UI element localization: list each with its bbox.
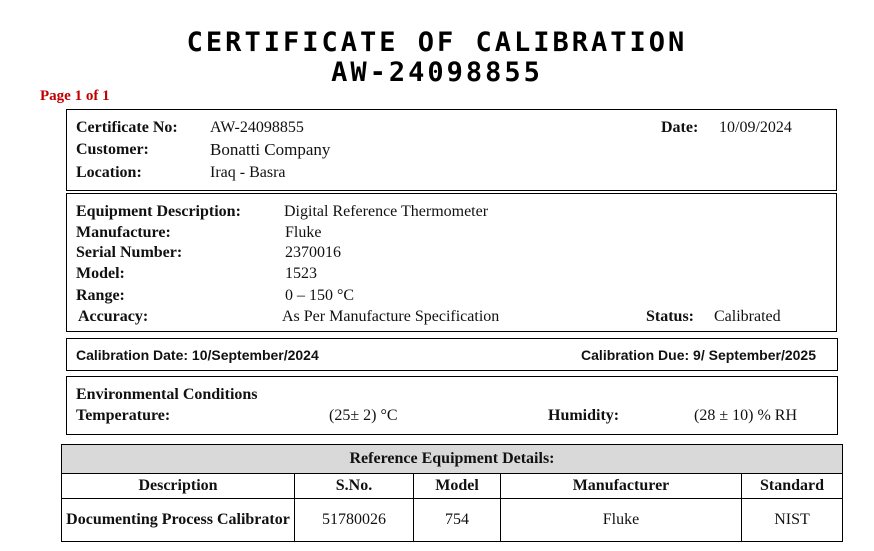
column-header-model: Model — [414, 474, 501, 499]
humidity-label: Humidity: — [548, 407, 620, 424]
certificate-number-title: AW-24098855 — [331, 57, 543, 88]
model-label: Model: — [76, 265, 125, 282]
humidity-value: (28 ± 10) % RH — [694, 407, 797, 424]
column-header-serial: S.No. — [295, 474, 414, 499]
cell-model: 754 — [414, 499, 501, 542]
equipment-section — [66, 193, 837, 332]
customer-label: Customer: — [76, 141, 149, 158]
column-header-standard: Standard — [742, 474, 843, 499]
range-value: 0 – 150 °C — [285, 287, 355, 304]
manufacturer-value: Fluke — [285, 224, 322, 241]
location-label: Location: — [76, 164, 142, 181]
environment-heading: Environmental Conditions — [76, 386, 258, 403]
reference-equipment-table — [61, 444, 843, 542]
status-label: Status: — [646, 308, 695, 325]
accuracy-value: As Per Manufacture Specification — [282, 308, 500, 325]
certificate-no-label: Certificate No: — [76, 119, 178, 136]
equipment-description-label: Equipment Description: — [76, 203, 241, 220]
table-header-row — [62, 474, 843, 499]
accuracy-label: Accuracy: — [78, 308, 149, 325]
temperature-label: Temperature: — [76, 407, 171, 424]
cell-standard: NIST — [742, 499, 843, 542]
model-value: 1523 — [285, 265, 317, 282]
environment-section — [66, 376, 838, 435]
serial-number-value: 2370016 — [285, 244, 341, 261]
calibration-dates-section — [66, 338, 838, 371]
calibration-date: Calibration Date: 10/September/2024 — [76, 347, 319, 363]
cell-manufacturer: Fluke — [501, 499, 742, 542]
customer-value: Bonatti Company — [210, 140, 331, 159]
certificate-title: CERTIFICATE OF CALIBRATION — [186, 27, 688, 58]
date-label: Date: — [661, 119, 699, 136]
date-value: 10/09/2024 — [719, 119, 792, 136]
temperature-value: (25± 2) °C — [329, 407, 398, 424]
cell-description: Documenting Process Calibrator — [62, 499, 295, 542]
status-value: Calibrated — [714, 308, 781, 325]
calibration-due: Calibration Due: 9/ September/2025 — [581, 347, 816, 363]
location-value: Iraq - Basra — [210, 164, 286, 181]
serial-number-label: Serial Number: — [76, 244, 183, 261]
header-section — [66, 109, 837, 191]
certificate-no-value: AW-24098855 — [210, 119, 304, 136]
page-indicator: Page 1 of 1 — [40, 88, 110, 104]
reference-table-caption: Reference Equipment Details: — [62, 445, 843, 474]
range-label: Range: — [76, 287, 125, 304]
table-row — [62, 499, 843, 542]
column-header-manufacturer: Manufacturer — [501, 474, 742, 499]
cell-serial: 51780026 — [295, 499, 414, 542]
equipment-description-value: Digital Reference Thermometer — [284, 203, 489, 220]
manufacturer-label: Manufacture: — [76, 224, 171, 241]
column-header-description: Description — [62, 474, 295, 499]
